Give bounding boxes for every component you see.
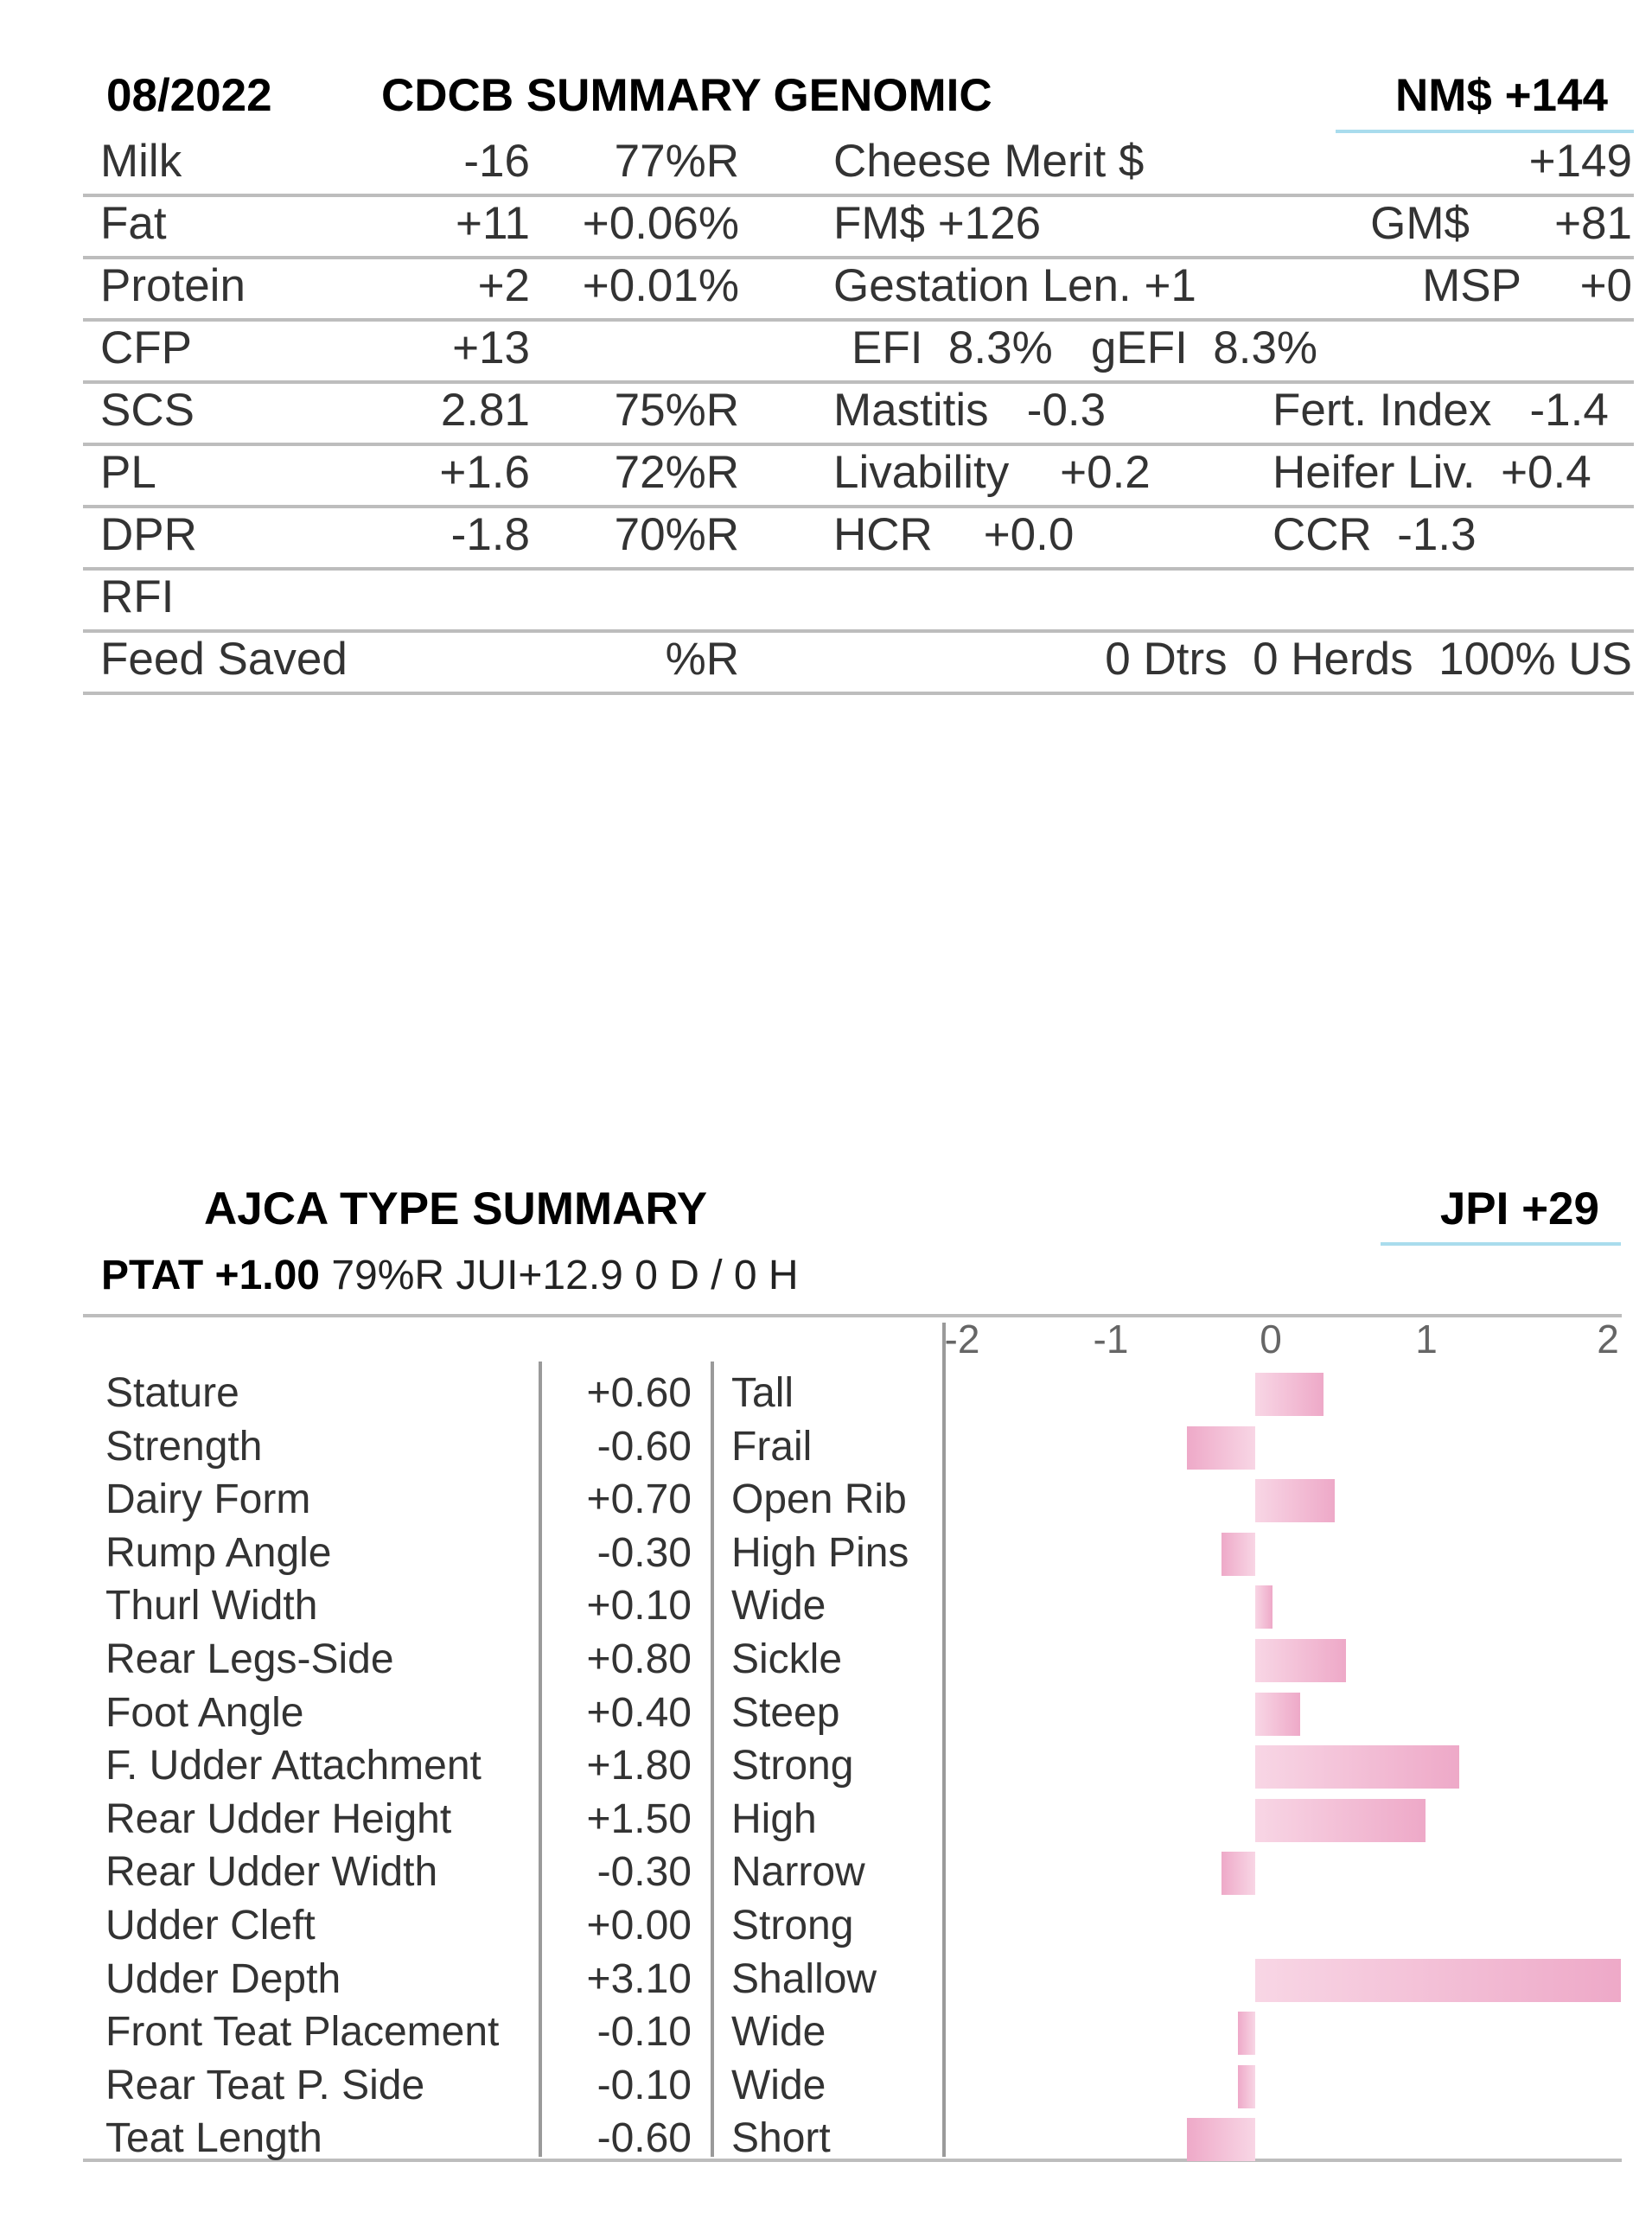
axis-tick-label: -2 bbox=[944, 1317, 980, 1362]
cdcb-cell: 2.81 bbox=[440, 385, 530, 436]
cdcb-cell: MSP bbox=[1422, 260, 1521, 311]
trait-descriptor: Steep bbox=[731, 1689, 840, 1736]
trait-descriptor: Wide bbox=[731, 2009, 826, 2056]
trait-name: Stature bbox=[105, 1370, 239, 1416]
cdcb-cell: GM$ bbox=[1370, 198, 1470, 249]
cdcb-cell: CFP bbox=[100, 322, 192, 373]
trait-bar bbox=[1255, 1959, 1621, 2002]
cdcb-cell: Heifer Liv. +0.4 bbox=[1272, 447, 1591, 498]
trait-name: F. Udder Attachment bbox=[105, 1743, 482, 1789]
divider bbox=[83, 1314, 1622, 1317]
jpi-underline bbox=[1381, 1242, 1621, 1246]
trait-bar bbox=[1255, 1585, 1272, 1629]
trait-bar bbox=[1238, 2065, 1255, 2108]
cdcb-cell: HCR +0.0 bbox=[833, 509, 1075, 560]
trait-value: +0.40 bbox=[586, 1689, 692, 1736]
trait-value: -0.10 bbox=[596, 2009, 692, 2056]
trait-bar bbox=[1221, 1852, 1255, 1895]
trait-descriptor: Open Rib bbox=[731, 1476, 907, 1523]
cdcb-cell: FM$ +126 bbox=[833, 198, 1042, 249]
row-divider bbox=[83, 692, 1634, 695]
trait-name: Rear Udder Height bbox=[105, 1795, 452, 1842]
trait-value: -0.30 bbox=[596, 1529, 692, 1576]
cdcb-cell: Fat bbox=[100, 198, 167, 249]
cdcb-cell: 72%R bbox=[614, 447, 739, 498]
trait-descriptor: High bbox=[731, 1795, 817, 1842]
cdcb-cell: DPR bbox=[100, 509, 197, 560]
trait-value: +3.10 bbox=[586, 1955, 692, 2002]
cdcb-cell: +2 bbox=[477, 260, 530, 311]
cdcb-cell: %R bbox=[665, 634, 739, 685]
trait-name: Teat Length bbox=[105, 2115, 322, 2162]
trait-descriptor: Wide bbox=[731, 1583, 826, 1629]
trait-value: -0.10 bbox=[596, 2062, 692, 2108]
ptat-details: 79%R JUI+12.9 0 D / 0 H bbox=[331, 1253, 799, 1298]
trait-name: Strength bbox=[105, 1423, 263, 1470]
trait-name: Front Teat Placement bbox=[105, 2009, 500, 2056]
trait-bar bbox=[1255, 1799, 1426, 1842]
trait-descriptor: Strong bbox=[731, 1903, 854, 1948]
cdcb-cell: Cheese Merit $ bbox=[833, 136, 1145, 187]
trait-descriptor: High Pins bbox=[731, 1529, 909, 1576]
trait-value: +0.00 bbox=[586, 1903, 692, 1948]
cdcb-cell: +11 bbox=[456, 198, 530, 249]
trait-descriptor: Frail bbox=[731, 1423, 813, 1470]
trait-name: Thurl Width bbox=[105, 1583, 318, 1629]
trait-name: Rear Udder Width bbox=[105, 1849, 438, 1896]
cdcb-cell: PL bbox=[100, 447, 156, 498]
trait-bar bbox=[1221, 1533, 1255, 1576]
cdcb-cell: 70%R bbox=[614, 509, 739, 560]
cdcb-title: CDCB SUMMARY GENOMIC bbox=[381, 70, 992, 121]
trait-name: Dairy Form bbox=[105, 1476, 311, 1523]
trait-value: +1.80 bbox=[586, 1743, 692, 1789]
cdcb-cell: +0.06% bbox=[582, 198, 739, 249]
trait-descriptor: Strong bbox=[731, 1743, 854, 1789]
cdcb-cell: SCS bbox=[100, 385, 195, 436]
trait-bar bbox=[1255, 1373, 1324, 1416]
cdcb-cell: -16 bbox=[463, 136, 530, 187]
cdcb-cell: Milk bbox=[100, 136, 182, 187]
trait-name: Rear Teat P. Side bbox=[105, 2062, 425, 2108]
trait-name: Foot Angle bbox=[105, 1689, 304, 1736]
trait-descriptor: Short bbox=[731, 2115, 831, 2162]
trait-bar bbox=[1238, 2012, 1255, 2055]
cdcb-cell: Gestation Len. +1 bbox=[833, 260, 1196, 311]
cdcb-cell: +0 bbox=[1579, 260, 1632, 311]
cdcb-cell: Protein bbox=[100, 260, 246, 311]
column-divider bbox=[942, 1323, 946, 2157]
cdcb-cell: +149 bbox=[1528, 136, 1632, 187]
axis-tick-label: 2 bbox=[1597, 1317, 1619, 1362]
cdcb-cell: RFI bbox=[100, 571, 175, 622]
trait-value: -0.60 bbox=[596, 1423, 692, 1470]
trait-bar bbox=[1255, 1479, 1335, 1522]
trait-bar bbox=[1187, 1426, 1255, 1470]
cdcb-cell: +81 bbox=[1554, 198, 1632, 249]
nm-dollar: NM$ +144 bbox=[1394, 70, 1608, 121]
cdcb-cell: +0.01% bbox=[582, 260, 739, 311]
cdcb-cell: 75%R bbox=[614, 385, 739, 436]
trait-name: Rump Angle bbox=[105, 1529, 332, 1576]
cdcb-cell: CCR -1.3 bbox=[1272, 509, 1477, 560]
jpi: JPI +29 bbox=[1439, 1183, 1599, 1234]
trait-name: Udder Cleft bbox=[105, 1903, 316, 1948]
cdcb-cell: EFI 8.3% gEFI 8.3% bbox=[852, 322, 1318, 373]
trait-name: Udder Depth bbox=[105, 1955, 341, 2002]
row-divider bbox=[83, 567, 1634, 571]
cdcb-cell: Fert. Index -1.4 bbox=[1272, 385, 1609, 436]
trait-value: +0.80 bbox=[586, 1636, 692, 1682]
trait-value: -0.30 bbox=[596, 1849, 692, 1896]
cdcb-cell: -1.8 bbox=[450, 509, 530, 560]
trait-bar bbox=[1187, 2118, 1255, 2161]
cdcb-cell: Mastitis -0.3 bbox=[833, 385, 1107, 436]
cdcb-cell: 0 Dtrs 0 Herds 100% US bbox=[1105, 634, 1632, 685]
axis-tick-label: 1 bbox=[1415, 1317, 1438, 1362]
cdcb-cell: Livability +0.2 bbox=[833, 447, 1151, 498]
axis-tick-label: -1 bbox=[1093, 1317, 1129, 1362]
trait-descriptor: Shallow bbox=[731, 1955, 877, 2002]
ptat-line bbox=[101, 1252, 799, 1299]
trait-bar bbox=[1255, 1745, 1459, 1789]
ajca-title: AJCA TYPE SUMMARY bbox=[204, 1183, 708, 1234]
cdcb-date: 08/2022 bbox=[106, 70, 272, 121]
trait-value: -0.60 bbox=[596, 2115, 692, 2162]
trait-value: +0.60 bbox=[586, 1370, 692, 1416]
cdcb-cell: +13 bbox=[452, 322, 530, 373]
column-divider bbox=[711, 1362, 714, 2157]
cdcb-cell: +1.6 bbox=[439, 447, 530, 498]
trait-descriptor: Wide bbox=[731, 2062, 826, 2108]
trait-bar bbox=[1255, 1639, 1346, 1682]
cdcb-cell: 77%R bbox=[614, 136, 739, 187]
trait-value: +0.10 bbox=[586, 1583, 692, 1629]
trait-descriptor: Sickle bbox=[731, 1636, 843, 1682]
trait-value: +0.70 bbox=[586, 1476, 692, 1523]
trait-name: Rear Legs-Side bbox=[105, 1636, 394, 1682]
trait-value: +1.50 bbox=[586, 1795, 692, 1842]
ptat-value: PTAT +1.00 bbox=[101, 1253, 320, 1298]
cdcb-cell: Feed Saved bbox=[100, 634, 348, 685]
trait-bar bbox=[1255, 1693, 1300, 1736]
trait-descriptor: Tall bbox=[731, 1370, 794, 1416]
nm-underline bbox=[1336, 130, 1634, 133]
trait-descriptor: Narrow bbox=[731, 1849, 865, 1896]
axis-tick-label: 0 bbox=[1260, 1317, 1282, 1362]
